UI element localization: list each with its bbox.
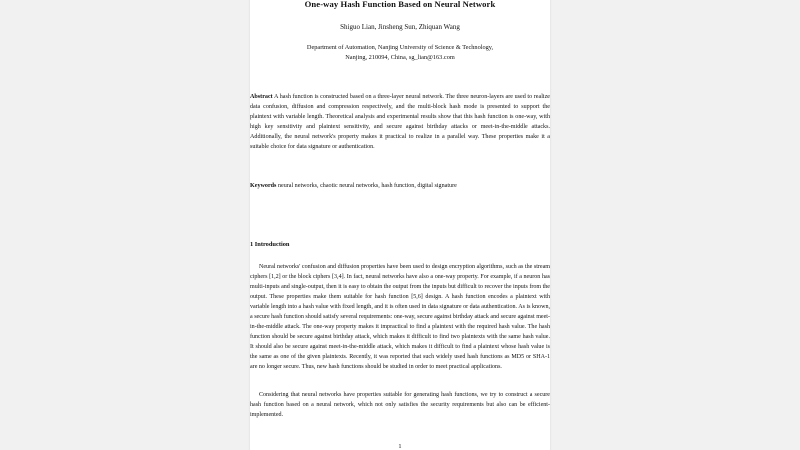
- keywords-text: neural networks, chaotic neural networks, hash function, digital signature: [277, 183, 457, 189]
- affiliation-line: Department of Automation, Nanjing University of Science & Technology,: [306, 44, 494, 51]
- page-number: 1: [398, 443, 402, 450]
- affiliation-line: Nanjing, 210094, China, sg_lian@163.com: [345, 54, 455, 61]
- abstract-label: Abstract: [250, 94, 273, 100]
- paper-page: [250, 0, 550, 450]
- section-heading: 1 Introduction: [250, 241, 290, 248]
- affiliation: [250, 43, 550, 63]
- keywords-label: Keywords: [250, 183, 277, 189]
- abstract: [250, 92, 550, 152]
- intro-paragraph: Neural networks' confusion and diffusion properties have been used to design encryption algorithms, such as the stream ciphers [1,2] or the block ciphers [3,4]. In fact, neural networks have also a one-way property. For example, if a neuron has multi-inputs and single-output, then it is easy to obtain the output from the inputs but difficult to recover the inputs from the output. These properties make them suitable for hash function [5,6] design. A hash function encodes a plaintext with variable length into a hash value with fixed length, and it is often used in data signature or data authentication. As is known, a secure hash function should satisfy several requirements: one-way, secure against birthday attack and secure against meet-in-the-middle attack. The one-way property makes it impractical to find a plaintext with the required hash value. The hash function should be secure against birthday attack, which makes it difficult to find two plaintexts with the same hash value. It should also be secure against meet-in-the-middle attack, which makes it difficult to find a plaintext whose hash value is the same as one of the given plaintexts. Recently, it was reported that such widely used hash functions as MD5 or SHA-1 are no longer secure. Thus, new hash functions should be studied in order to meet practical applications.: [250, 264, 550, 370]
- abstract-text: A hash function is constructed based on a three-layer neural network. The three neuron-layers are used to realize data confusion, diffusion and compression respectively, and the multi-block hash mode is presented to support the plaintext with variable length. Theoretical analysis and experimental results show that this hash function is one-way, with high key sensitivity and plaintext sensitivity, and secure against birthday attacks or meet-in-the-middle attacks. Additionally, the neural network's property makes it practical to realize in a parallel way. These properties make it a suitable choice for data signature or authentication.: [250, 94, 551, 150]
- author-list: Shiguo Lian, Jinsheng Sun, Zhiquan Wang: [340, 23, 460, 31]
- paper-title: One-way Hash Function Based on Neural Network: [304, 0, 496, 9]
- intro-paragraph: Considering that neural networks have properties suitable for generating hash functions, we try to construct a secure hash function based on a neural network, which not only satisfies the security requirements but also can be efficient-implemented.: [250, 392, 550, 418]
- keywords: [250, 181, 550, 191]
